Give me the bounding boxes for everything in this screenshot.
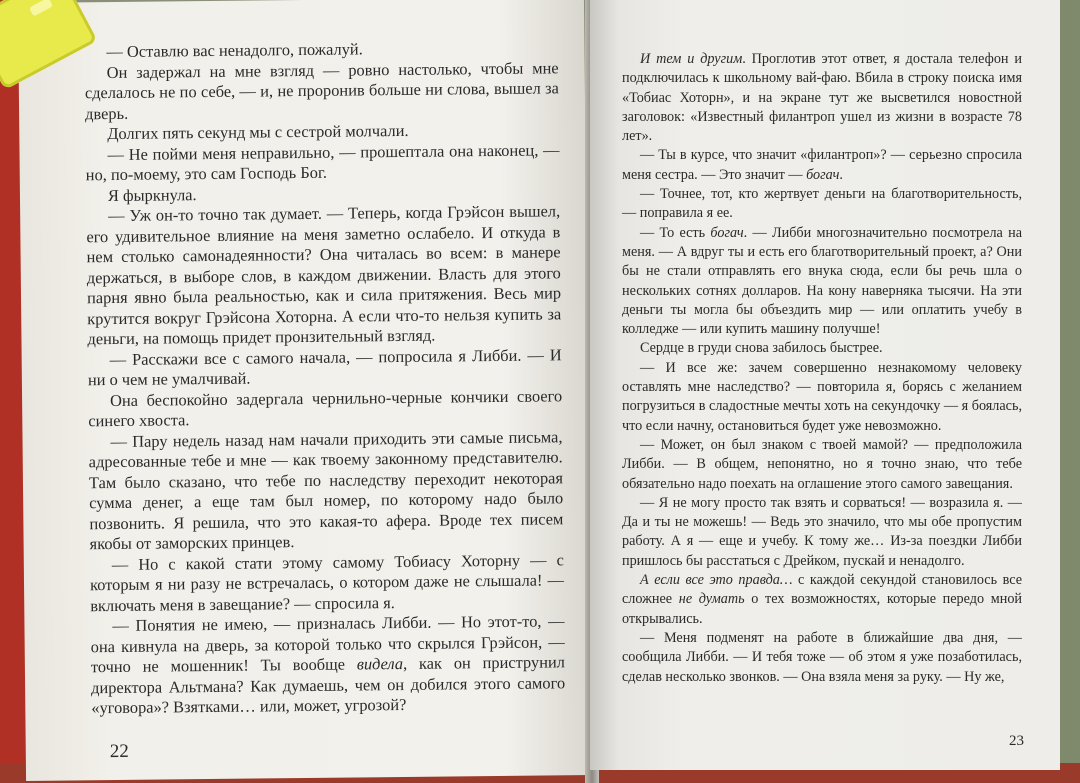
paragraph: — То есть богач. — Либби многозначительно посмотрела на меня. — А вдруг ты и есть его благотворительный проект, а? Они бы не стали отправлять его внука сюда, если бы речь шла о нескольких сотнях долларов. На кону наверняка тысячи. На эти деньги ты могла бы объездить мир — или оплатить учебу в колледже — или купить машину получше! — [622, 224, 1023, 338]
paragraph: — Но с какой стати этому самому Тобиасу Хоторну — с которым я ни разу не встречалась, о котором даже не слышала! — включать меня в завещание? — спросила я. — [89, 549, 565, 615]
paragraph: А если все это правда… с каждой секундой становилось все сложнее не думать о тех возможностях, которые передо мной открывались. — [622, 572, 1023, 627]
paragraph: — Может, он был знаком с твоей мамой? — предположила Либби. — В общем, непонятно, но я точно знаю, что тебе обязательно надо поехать на оглашение этого самого завещания. — [622, 436, 1022, 492]
paragraph: — Оставлю вас ненадолго, пожалуй. — [106, 39, 363, 62]
paragraph: — Расскажи все с самого начала, — попросила я Либби. — И ни о чем не умалчивай. — [87, 344, 562, 390]
paragraph: И тем и другим. Проглотив этот ответ, я достала телефон и подключилась к школьному вай-фаю. Вбила в строку поиска имя «Тобиас Хоторн», и на экране тут же высветился новостной заголовок: «Известный филантроп ушел из жизни в возрасте 78 лет». — [622, 51, 1022, 145]
paragraph: — Ты в курсе, что значит «филантроп»? — серьезно спросила меня сестра. — Это значит — богач. — [622, 147, 1022, 183]
paragraph: — Я не могу просто так взять и сорваться! — возразила я. — Да и ты не можешь! — Ведь это значило, что мы обе пропустим работу. А я — еще и учебу. К тому же… Из-за поездки Либби пришлось бы расстаться с Дрейком, пускай и ненадолго. — [622, 494, 1022, 569]
paragraph: — Понятия не имею, — призналась Либби. — Но этот-то, — она кивнула на дверь, за которой только что скрылся Грэйсон, — точно не мошенник! Ты вообще видела, как он приструнил директора Альтмана? Как думаешь, чем он добился этого самого «уговора»? Взятками… или, может, угрозой? — [90, 611, 566, 718]
paragraph: — И все же: зачем совершенно незнакомому человеку оставлять мне наследство? — повторила я, борясь с желанием погрузиться в сладостные мечты хоть на секундочку — я боялась, что если начну, остановиться будет уже невозможно. — [622, 359, 1022, 434]
paragraph: — Пару недель назад нам начали приходить эти самые письма, адресованные тебе и мне — как твоему законному представителю. Там было сказано, что тебе по наследству переходит некоторая сумма денег, а еще там был номер, по которому надо было позвонить. Я решила, что это какая-то афера. Вроде тех писем якобы от заморских принцев. — [88, 426, 564, 554]
left-page-text — [84, 37, 565, 718]
paragraph: Он задержал на мне взгляд — ровно настолько, чтобы мне сделалось не по себе, — и, не проронив больше ни слова, вышел за дверь. — [84, 57, 559, 123]
paragraph: — Меня подменят на работе в ближайшие два дня, — сообщила Либби. — И тебя тоже — об этом я уже позаботилась, сделав несколько звонков. — Она взяла меня за руку. — Ну же, — [622, 629, 1022, 685]
paragraph: — Точнее, тот, кто жертвует деньги на благотворительность, — поправила я ее. — [622, 186, 1022, 222]
paragraph: Она беспокойно задергала чернильно-черные кончики своего синего хвоста. — [88, 385, 563, 431]
paragraph: — Уж он-то точно так думает. — Теперь, когда Грэйсон вышел, его удивительное влияние на меня заметно ослабело. И откуда в нем столько самонадеянности? Она читалась во всем: в манере держаться, в выборе слов, в каждом движении. Власть для этого парня явно была реальностью, как и сила притяжения. Весь мир крутится вокруг Грэйсона Хоторна. А если что-то нельзя купить за деньги, на помощь придет пронзительный взгляд. — [86, 201, 562, 349]
left-page-number: 22 — [109, 740, 129, 763]
left-page — [18, 0, 592, 781]
paragraph: Я фыркнула. — [107, 184, 197, 205]
paragraph: Сердце в груди снова забилось быстрее. — [640, 340, 883, 357]
paragraph: — Не пойми меня неправильно, — прошептала она наконец, — но, по-моему, это сам Господь Бог. — [85, 139, 560, 185]
right-page-text — [622, 50, 1022, 687]
right-page-number: 23 — [1009, 733, 1024, 749]
right-page — [590, 0, 1060, 770]
paragraph: Долгих пять секунд мы с сестрой молчали. — [107, 120, 409, 144]
